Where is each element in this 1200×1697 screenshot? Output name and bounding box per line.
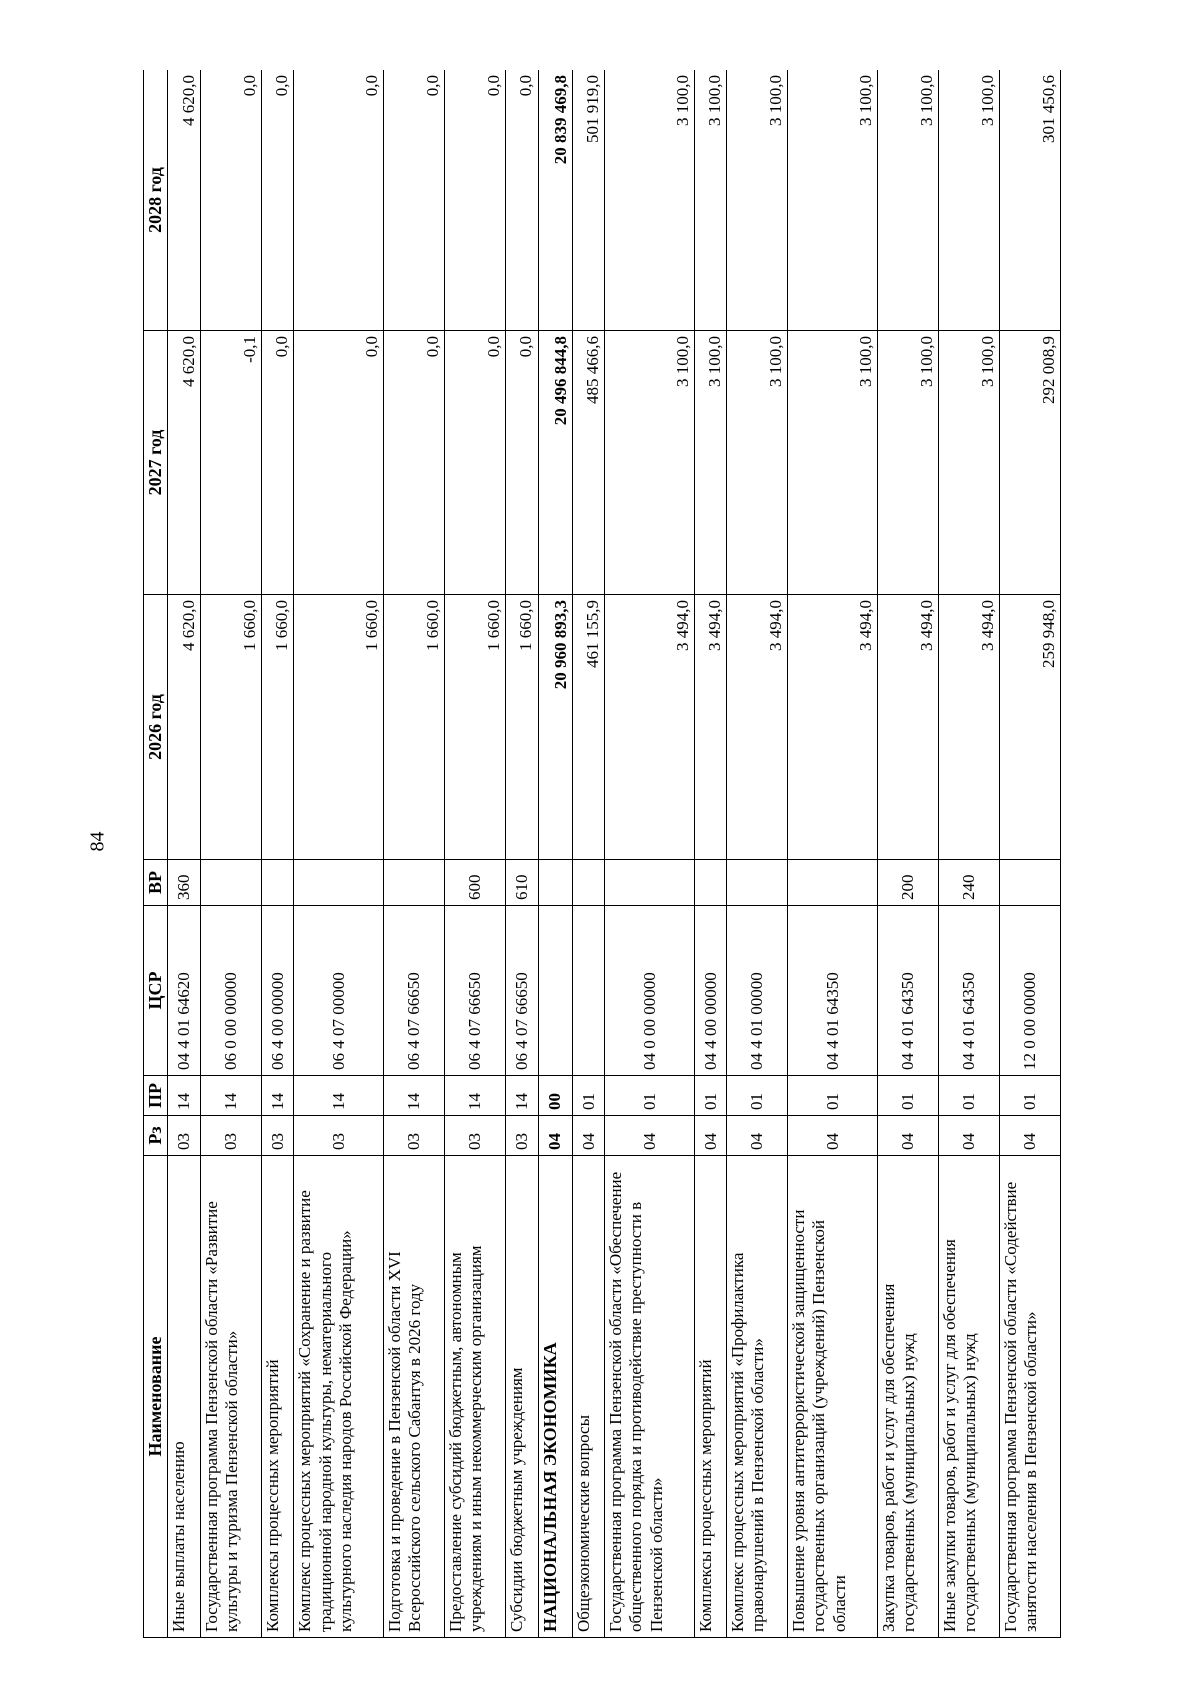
cell-rz: 03 bbox=[444, 1116, 505, 1156]
cell-2026: 1 660,0 bbox=[261, 595, 294, 860]
cell-pr: 01 bbox=[694, 1076, 727, 1116]
cell-pr: 01 bbox=[727, 1076, 788, 1116]
cell-2028: 0,0 bbox=[261, 70, 294, 331]
cell-csr: 04 4 01 64350 bbox=[938, 906, 999, 1076]
cell-2028: 0,0 bbox=[444, 70, 505, 331]
cell-pr: 01 bbox=[938, 1076, 999, 1116]
cell-2027: 4 620,0 bbox=[168, 331, 201, 595]
cell-2028: 0,0 bbox=[294, 70, 383, 331]
cell-2026: 3 494,0 bbox=[694, 595, 727, 860]
cell-csr: 04 4 01 64350 bbox=[877, 906, 938, 1076]
cell-2027: 3 100,0 bbox=[605, 331, 694, 595]
cell-csr: 06 4 07 66650 bbox=[444, 906, 505, 1076]
cell-name: Подготовка и проведение в Пензенской области XVI Всероссийского сельского Сабантуя в 2026 году bbox=[383, 1156, 444, 1638]
table-row bbox=[938, 70, 999, 1638]
page-number: 84 bbox=[86, 831, 109, 852]
cell-csr: 06 4 07 66650 bbox=[505, 906, 538, 1076]
cell-pr: 14 bbox=[383, 1076, 444, 1116]
cell-2028: 3 100,0 bbox=[788, 70, 877, 331]
cell-2026: 3 494,0 bbox=[727, 595, 788, 860]
cell-2027: 0,0 bbox=[444, 331, 505, 595]
cell-csr: 04 4 01 64350 bbox=[788, 906, 877, 1076]
cell-pr: 01 bbox=[788, 1076, 877, 1116]
cell-name: Комплексы процессных мероприятий bbox=[694, 1156, 727, 1638]
cell-2028: 4 620,0 bbox=[168, 70, 201, 331]
table-row bbox=[505, 70, 538, 1638]
cell-rz: 03 bbox=[505, 1116, 538, 1156]
cell-2027: 0,0 bbox=[294, 331, 383, 595]
cell-rz: 04 bbox=[572, 1116, 605, 1156]
cell-rz: 03 bbox=[261, 1116, 294, 1156]
cell-2026: 3 494,0 bbox=[877, 595, 938, 860]
cell-csr: 12 0 00 00000 bbox=[999, 906, 1060, 1076]
cell-rz: 03 bbox=[294, 1116, 383, 1156]
cell-csr: 06 4 07 00000 bbox=[294, 906, 383, 1076]
cell-2027: 3 100,0 bbox=[727, 331, 788, 595]
cell-csr: 04 0 00 00000 bbox=[605, 906, 694, 1076]
cell-vr: 240 bbox=[938, 860, 999, 906]
cell-vr: 600 bbox=[444, 860, 505, 906]
table-row bbox=[538, 70, 572, 1638]
header-row bbox=[144, 70, 168, 1638]
cell-name: Предоставление субсидий бюджетным, автономным учреждениям и иным некоммерческим организациям bbox=[444, 1156, 505, 1638]
table-row bbox=[383, 70, 444, 1638]
table-row bbox=[788, 70, 877, 1638]
cell-2026: 4 620,0 bbox=[168, 595, 201, 860]
cell-csr: 04 4 00 00000 bbox=[694, 906, 727, 1076]
cell-pr: 00 bbox=[538, 1076, 572, 1116]
cell-vr bbox=[572, 860, 605, 906]
cell-2026: 3 494,0 bbox=[605, 595, 694, 860]
cell-vr bbox=[538, 860, 572, 906]
cell-2027: 3 100,0 bbox=[877, 331, 938, 595]
cell-pr: 01 bbox=[877, 1076, 938, 1116]
cell-2026: 1 660,0 bbox=[383, 595, 444, 860]
cell-pr: 14 bbox=[261, 1076, 294, 1116]
cell-csr bbox=[538, 906, 572, 1076]
cell-2027: 0,0 bbox=[383, 331, 444, 595]
cell-csr: 04 4 01 00000 bbox=[727, 906, 788, 1076]
cell-2028: 301 450,6 bbox=[999, 70, 1060, 331]
cell-vr bbox=[200, 860, 261, 906]
cell-csr: 04 4 01 64620 bbox=[168, 906, 201, 1076]
cell-pr: 14 bbox=[294, 1076, 383, 1116]
cell-name: Государственная программа Пензенской области «Содействие занятости населения в Пензенской области» bbox=[999, 1156, 1060, 1638]
cell-rz: 03 bbox=[168, 1116, 201, 1156]
cell-2028: 501 919,0 bbox=[572, 70, 605, 331]
cell-vr bbox=[788, 860, 877, 906]
cell-2027: 0,0 bbox=[261, 331, 294, 595]
cell-name: Закупка товаров, работ и услуг для обеспечения государственных (муниципальных) нужд bbox=[877, 1156, 938, 1638]
cell-vr bbox=[727, 860, 788, 906]
cell-2028: 0,0 bbox=[383, 70, 444, 331]
cell-vr: 610 bbox=[505, 860, 538, 906]
cell-csr: 06 4 00 00000 bbox=[261, 906, 294, 1076]
cell-rz: 04 bbox=[877, 1116, 938, 1156]
cell-vr bbox=[294, 860, 383, 906]
cell-pr: 14 bbox=[168, 1076, 201, 1116]
cell-vr: 200 bbox=[877, 860, 938, 906]
table-row bbox=[999, 70, 1060, 1638]
cell-2026: 461 155,9 bbox=[572, 595, 605, 860]
cell-2027: 3 100,0 bbox=[938, 331, 999, 595]
cell-vr bbox=[999, 860, 1060, 906]
cell-2028: 0,0 bbox=[200, 70, 261, 331]
cell-name: Иные закупки товаров, работ и услуг для обеспечения государственных (муниципальных) нужд bbox=[938, 1156, 999, 1638]
header-rz: Рз bbox=[144, 1116, 168, 1156]
cell-name: Комплекс процессных мероприятий «Сохранение и развитие традиционной народной культуры, нематериального культурного наследия народов Российской Федерации» bbox=[294, 1156, 383, 1638]
table-row bbox=[605, 70, 694, 1638]
cell-2026: 259 948,0 bbox=[999, 595, 1060, 860]
table-row bbox=[694, 70, 727, 1638]
table-container bbox=[143, 70, 1061, 1638]
cell-2027: 0,0 bbox=[505, 331, 538, 595]
cell-pr: 14 bbox=[505, 1076, 538, 1116]
cell-rz: 04 bbox=[938, 1116, 999, 1156]
cell-vr: 360 bbox=[168, 860, 201, 906]
cell-rz: 04 bbox=[538, 1116, 572, 1156]
cell-name: Повышение уровня антитеррористической защищенности государственных организаций (учреждений) Пензенской области bbox=[788, 1156, 877, 1638]
cell-2026: 1 660,0 bbox=[200, 595, 261, 860]
cell-2026: 3 494,0 bbox=[938, 595, 999, 860]
cell-vr bbox=[694, 860, 727, 906]
cell-2027: 3 100,0 bbox=[694, 331, 727, 595]
cell-name: Субсидии бюджетным учреждениям bbox=[505, 1156, 538, 1638]
table-row bbox=[444, 70, 505, 1638]
cell-csr: 06 0 00 00000 bbox=[200, 906, 261, 1076]
table-row bbox=[261, 70, 294, 1638]
cell-name: Государственная программа Пензенской области «Обеспечение общественного порядка и противодействие преступности в Пензенской области» bbox=[605, 1156, 694, 1638]
cell-rz: 03 bbox=[383, 1116, 444, 1156]
header-csr: ЦСР bbox=[144, 906, 168, 1076]
header-2027: 2027 год bbox=[144, 331, 168, 595]
cell-2027: -0,1 bbox=[200, 331, 261, 595]
table-row bbox=[294, 70, 383, 1638]
header-name: Наименование bbox=[144, 1156, 168, 1638]
cell-2028: 3 100,0 bbox=[605, 70, 694, 331]
cell-name: Государственная программа Пензенской области «Развитие культуры и туризма Пензенской области» bbox=[200, 1156, 261, 1638]
cell-pr: 14 bbox=[444, 1076, 505, 1116]
table-row bbox=[877, 70, 938, 1638]
cell-2026: 20 960 893,3 bbox=[538, 595, 572, 860]
cell-csr bbox=[572, 906, 605, 1076]
cell-name: Общеэкономические вопросы bbox=[572, 1156, 605, 1638]
cell-2027: 3 100,0 bbox=[788, 331, 877, 595]
cell-pr: 01 bbox=[572, 1076, 605, 1116]
cell-rz: 04 bbox=[788, 1116, 877, 1156]
cell-2028: 3 100,0 bbox=[694, 70, 727, 331]
header-pr: ПР bbox=[144, 1076, 168, 1116]
cell-rz: 04 bbox=[727, 1116, 788, 1156]
cell-2026: 3 494,0 bbox=[788, 595, 877, 860]
table-row bbox=[200, 70, 261, 1638]
cell-vr bbox=[261, 860, 294, 906]
cell-2028: 3 100,0 bbox=[938, 70, 999, 331]
cell-rz: 04 bbox=[605, 1116, 694, 1156]
rotated-page bbox=[143, 70, 1061, 1638]
cell-pr: 14 bbox=[200, 1076, 261, 1116]
header-2026: 2026 год bbox=[144, 595, 168, 860]
cell-2026: 1 660,0 bbox=[444, 595, 505, 860]
cell-csr: 06 4 07 66650 bbox=[383, 906, 444, 1076]
cell-pr: 01 bbox=[999, 1076, 1060, 1116]
cell-pr: 01 bbox=[605, 1076, 694, 1116]
cell-name: Иные выплаты населению bbox=[168, 1156, 201, 1638]
cell-rz: 03 bbox=[200, 1116, 261, 1156]
cell-name: Комплекс процессных мероприятий «Профилактика правонарушений в Пензенской области» bbox=[727, 1156, 788, 1638]
cell-2027: 485 466,6 bbox=[572, 331, 605, 595]
table-row bbox=[727, 70, 788, 1638]
cell-vr bbox=[383, 860, 444, 906]
cell-2027: 20 496 844,8 bbox=[538, 331, 572, 595]
cell-rz: 04 bbox=[999, 1116, 1060, 1156]
cell-2028: 20 839 469,8 bbox=[538, 70, 572, 331]
cell-2026: 1 660,0 bbox=[294, 595, 383, 860]
table-body bbox=[168, 70, 1061, 1638]
cell-2028: 3 100,0 bbox=[877, 70, 938, 331]
cell-name: НАЦИОНАЛЬНАЯ ЭКОНОМИКА bbox=[538, 1156, 572, 1638]
cell-name: Комплексы процессных мероприятий bbox=[261, 1156, 294, 1638]
cell-2028: 0,0 bbox=[505, 70, 538, 331]
table-row bbox=[572, 70, 605, 1638]
budget-table bbox=[143, 70, 1061, 1638]
table-row bbox=[168, 70, 201, 1638]
cell-2026: 1 660,0 bbox=[505, 595, 538, 860]
cell-rz: 04 bbox=[694, 1116, 727, 1156]
cell-2027: 292 008,9 bbox=[999, 331, 1060, 595]
cell-vr bbox=[605, 860, 694, 906]
header-vr: ВР bbox=[144, 860, 168, 906]
cell-2028: 3 100,0 bbox=[727, 70, 788, 331]
header-2028: 2028 год bbox=[144, 70, 168, 331]
